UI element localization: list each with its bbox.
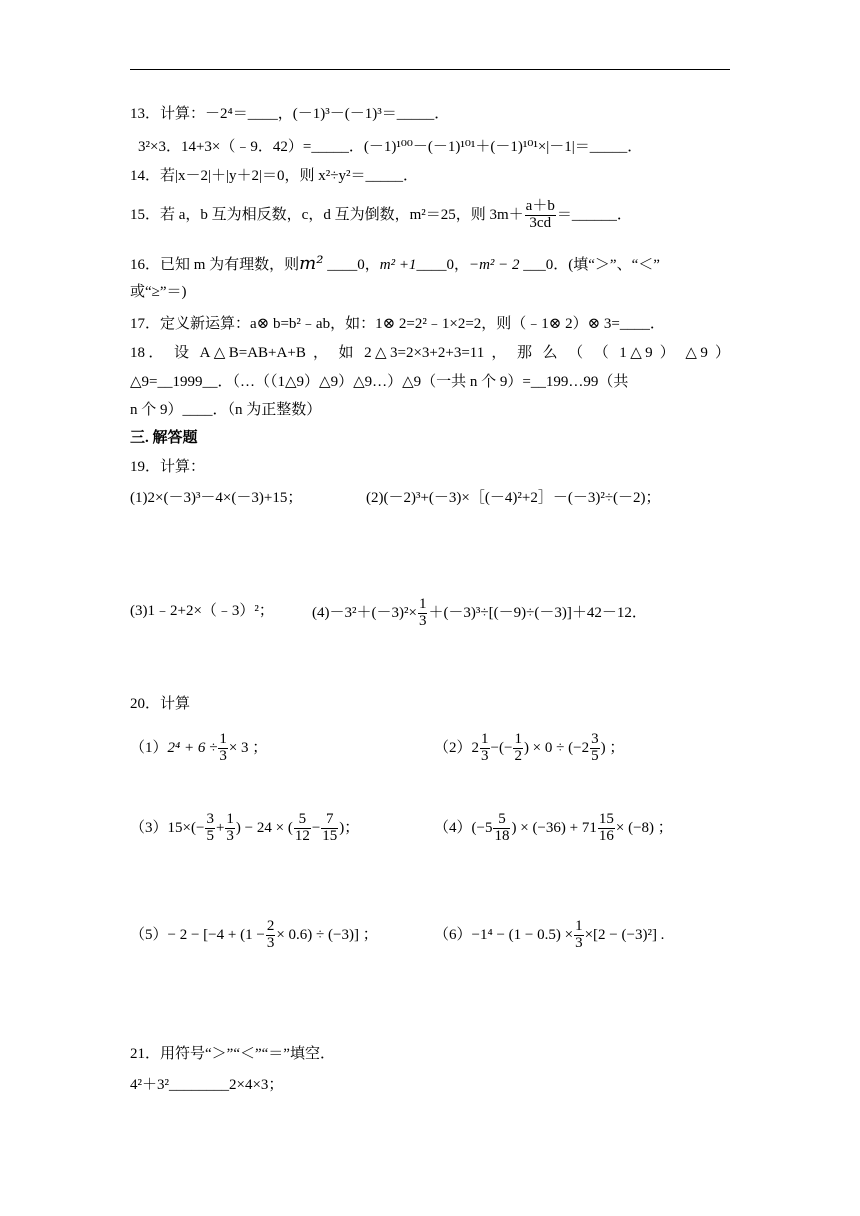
fraction (480, 732, 490, 765)
question-19-part-4 (312, 592, 730, 634)
question-20-part-6 (434, 913, 730, 957)
question-16-text: 16．已知 m 为有理数，则 (130, 257, 300, 273)
expression: ) − 24 × ( (235, 820, 293, 836)
neg-m-squared-minus-two: −m² − 2 (468, 257, 520, 273)
fraction-denominator: 18 (494, 828, 510, 845)
fraction-denominator: 3 (266, 935, 275, 952)
fraction-denominator: 3 (481, 748, 489, 765)
fraction-denominator: 5 (591, 748, 599, 765)
fraction (225, 812, 235, 845)
fraction-numerator: a＋b (525, 198, 555, 215)
fraction (598, 812, 615, 845)
part-label: （1） (130, 740, 168, 756)
fraction (513, 732, 523, 765)
question-14: 14．若|x－2|＋|y＋2|＝0，则 x²÷y²＝_____． (130, 168, 418, 184)
expression: × (−8) ； (615, 820, 673, 836)
fraction (266, 919, 276, 952)
fraction (493, 812, 510, 845)
fraction-numerator: 3 (591, 731, 599, 748)
fraction-numerator: 1 (514, 731, 522, 748)
fraction (218, 732, 228, 765)
fraction-numerator: 2 (266, 918, 275, 935)
fraction-numerator: 1 (418, 596, 427, 613)
fraction-denominator: 3cd (529, 215, 552, 232)
section-title: 三. 解答题 (130, 430, 198, 446)
question-13-line-1: 13．计算：－2⁴＝____，(－1)³－(－1)³＝_____． (130, 106, 450, 122)
fraction-numerator: 5 (294, 812, 311, 829)
part-4-fraction (418, 597, 428, 630)
fraction-denominator: 16 (598, 828, 614, 845)
m-squared: m² (299, 253, 324, 274)
expression: × 0.6) ÷ (−3)] ； (276, 927, 378, 943)
question-16-line-2: 或“≥”＝) (130, 284, 187, 300)
question-20-part-3 (130, 806, 430, 850)
question-16-blank-1: ____0， (327, 257, 380, 273)
question-19-part-2: (2)(－2)³+(－3)×［(－4)²+2］－(－3)²÷(－2)； (366, 490, 661, 506)
expression: −1⁴ − (1 − 0.5) × (471, 927, 574, 943)
header-rule (130, 69, 730, 70)
part-4-text: (4)－3²＋(－3)²× (312, 605, 417, 621)
part-label: （3） (130, 820, 168, 836)
fraction-denominator: 3 (575, 935, 583, 952)
fraction-denominator: 3 (226, 828, 234, 845)
expression: × 3 ； (228, 740, 268, 756)
fraction-denominator: 3 (418, 613, 427, 630)
expression: )； (339, 820, 360, 836)
question-15-blank: ＝______． (556, 207, 632, 223)
expression: 15×(− (167, 820, 205, 836)
part-label: （5） (130, 927, 168, 943)
fraction (321, 812, 338, 845)
fraction (205, 812, 215, 845)
question-18-line-1: 18． 设 A△B=AB+A+B ， 如 2△3=2×3+2+3=11 ， 那 么 （ （ 1△9 ） △9 ） (130, 345, 730, 361)
expression: ×[2 − (−3)²] . (584, 927, 665, 943)
fraction-denominator: 15 (322, 828, 338, 845)
fraction-numerator: 5 (493, 812, 510, 829)
expression: −(− (490, 740, 513, 756)
fraction-numerator: 15 (598, 811, 614, 828)
expression: ) × 0 ÷ (−2 (523, 740, 590, 756)
fraction-numerator: 1 (575, 918, 583, 935)
fraction-denominator: 2 (514, 748, 522, 765)
fraction-denominator: 12 (294, 828, 310, 845)
expression: − (311, 820, 321, 836)
question-21-part-1: 4²＋3²________2×4×3； (130, 1077, 284, 1093)
fraction-denominator: 3 (219, 748, 227, 765)
question-19-part-3: (3)1﹣2+2×（﹣3）²； (130, 603, 274, 619)
fraction-denominator: 5 (206, 828, 214, 845)
question-13-line-2: 3²×3．14+3×（﹣9．42）=_____．(－1)¹⁰⁰－(－1)¹⁰¹＋(－1)¹⁰¹×|－1|＝_____． (138, 139, 643, 155)
question-20-part-1 (130, 726, 420, 770)
fraction-numerator: 1 (226, 811, 234, 828)
question-15-fraction (525, 199, 556, 232)
expression: + (215, 820, 225, 836)
question-16-line-1 (130, 254, 730, 275)
question-20-part-4 (434, 806, 730, 850)
part-label: （4） (434, 820, 472, 836)
expression: 2⁴ + 6 ÷ (167, 740, 218, 756)
fraction-numerator: 1 (219, 731, 227, 748)
fraction (590, 732, 600, 765)
question-18-line-3: n 个 9）____．（n 为正整数） (130, 402, 322, 418)
question-19-title: 19．计算： (130, 459, 206, 475)
question-16-blank-2: ____0， (416, 257, 469, 273)
fraction-numerator: 1 (481, 731, 489, 748)
question-17: 17．定义新运算：a⊗ b=b²﹣ab，如：1⊗ 2=2²﹣1×2=2，则（﹣1⊗ 2）⊗ 3=____． (130, 316, 665, 332)
part-label: （6） (434, 927, 472, 943)
expression: − 2 − [−4 + (1 − (167, 927, 265, 943)
expression: (−5 (471, 820, 493, 836)
question-19-part-1: (1)2×(－3)³－4×(－3)+15； (130, 490, 303, 506)
question-20-title: 20．计算 (130, 696, 191, 712)
m-squared-plus-one: m² +1 (379, 257, 417, 273)
question-16-blank-3: ___0．(填“＞”、“＜” (523, 257, 660, 273)
question-15 (130, 194, 730, 236)
question-21-title: 21．用符号“＞”“＜”“＝”填空． (130, 1046, 335, 1062)
part-4-text-end: ＋(－3)³÷[(－9)÷(－3)]＋42－12． (428, 605, 647, 621)
fraction-numerator: 7 (321, 812, 338, 829)
expression: ) ； (600, 740, 625, 756)
fraction-numerator: 3 (206, 811, 214, 828)
fraction (574, 919, 584, 952)
fraction (294, 812, 311, 845)
question-18-line-2: △9=__1999__．（…（（1△9）△9）△9…）△9（一共 n 个 9）=__199…99（共 (130, 374, 629, 390)
question-20-part-5 (130, 913, 430, 957)
question-15-text: 15．若 a，b 互为相反数，c，d 互为倒数，m²＝25，则 3m＋ (130, 207, 524, 223)
question-20-part-2 (434, 726, 730, 770)
part-label: （2） (434, 740, 472, 756)
mixed-whole: 2 (471, 740, 480, 756)
expression: ) × (−36) + 71 (511, 820, 597, 836)
